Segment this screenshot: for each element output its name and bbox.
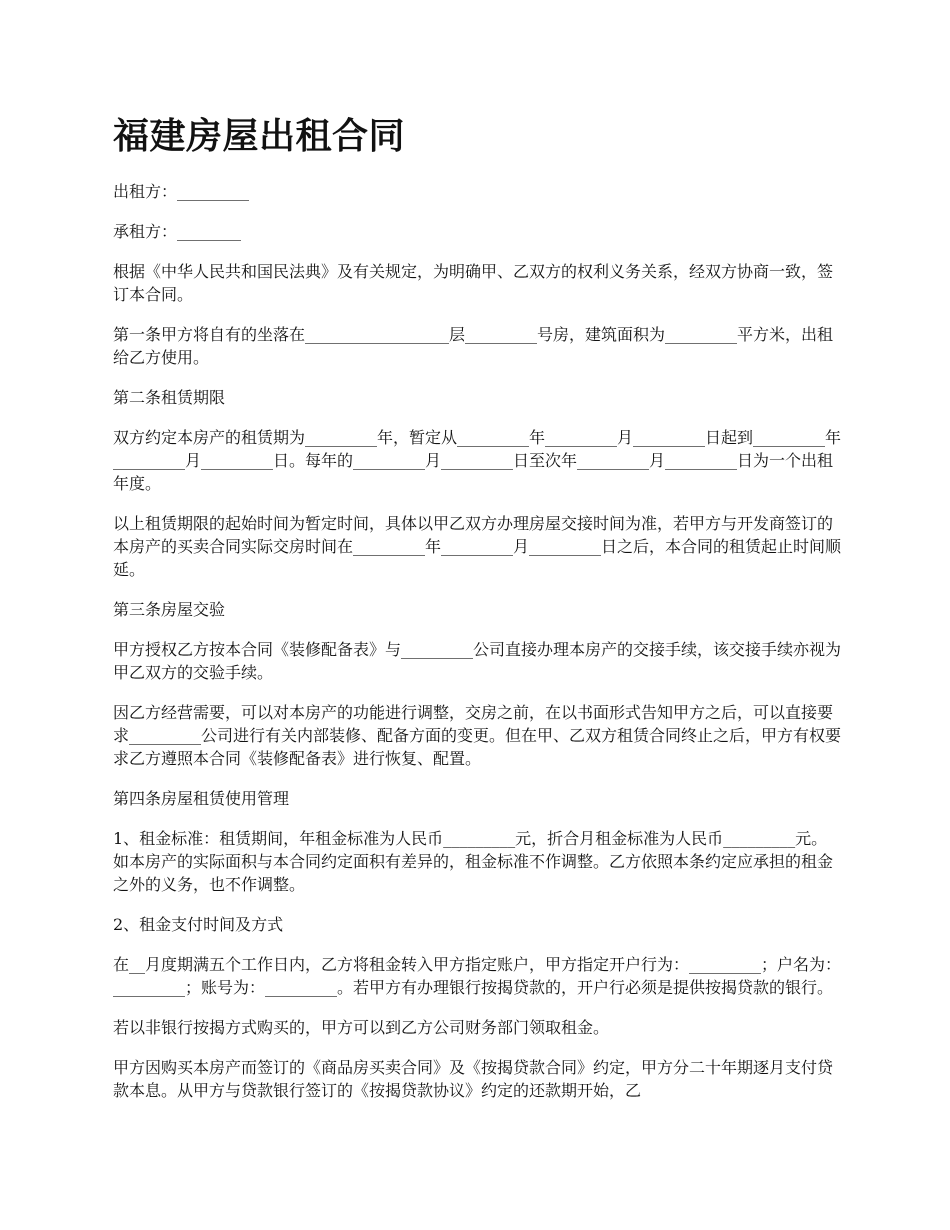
document-page bbox=[113, 112, 843, 1119]
preamble-paragraph: 根据《中华人民共和国民法典》及有关规定，为明确甲、乙双方的权利义务关系，经双方协商一致，签订本合同。 bbox=[113, 262, 834, 304]
lessee-line: 承租方：________ bbox=[113, 222, 242, 241]
lease-term-paragraph: 双方约定本房产的租赁期为_________年，暂定从_________年_________月_________日起到_________年_________月_________日。每年的_________月_________日至次年_________月_________日为一个出租年度。 bbox=[113, 428, 842, 493]
rent-payment-heading: 2、租金支付时间及方式 bbox=[113, 915, 284, 934]
article-1-paragraph: 第一条甲方将自有的坐落在__________________层_________号房，建筑面积为_________平方米，出租给乙方使用。 bbox=[113, 325, 834, 367]
mortgage-paragraph: 甲方因购买本房产而签订的《商品房买卖合同》及《按揭贷款合同》约定，甲方分二十年期逐月支付贷款本息。从甲方与贷款银行签订的《按揭贷款协议》约定的还款期开始，乙 bbox=[113, 1058, 834, 1100]
article-3-heading: 第三条房屋交验 bbox=[113, 600, 226, 619]
document-title: 福建房屋出租合同 bbox=[113, 115, 406, 157]
renovation-paragraph: 因乙方经营需要，可以对本房产的功能进行调整，交房之前，在以书面形式告知甲方之后，可以直接要求_________公司进行有关内部装修、配备方面的变更。但在甲、乙双方租赁合同终止之后，甲方有权要求乙方遵照本合同《装修配备表》进行恢复、配置。 bbox=[113, 703, 842, 768]
article-2-heading: 第二条租赁期限 bbox=[113, 388, 226, 407]
rent-payment-paragraph: 在__月度期满五个工作日内，乙方将租金转入甲方指定账户，甲方指定开户行为：_________；户名为：_________；账号为：_________。若甲方有办理银行按揭贷款的，开户行必须是提供按揭贷款的银行。 bbox=[113, 955, 842, 997]
rent-standard-paragraph: 1、租金标准：租赁期间，年租金标准为人民币_________元，折合月租金标准为人民币_________元。如本房产的实际面积与本合同约定面积有差异的，租金标准不作调整。乙方依照本条约定应承担的租金之外的义务，也不作调整。 bbox=[113, 829, 834, 894]
article-4-heading: 第四条房屋租赁使用管理 bbox=[113, 789, 290, 808]
non-mortgage-paragraph: 若以非银行按揭方式购买的，甲方可以到乙方公司财务部门领取租金。 bbox=[113, 1018, 610, 1037]
handover-paragraph: 甲方授权乙方按本合同《装修配备表》与_________公司直接办理本房产的交接手续，该交接手续亦视为甲乙双方的交验手续。 bbox=[113, 640, 842, 682]
lessor-line: 出租方：_________ bbox=[113, 182, 250, 201]
lease-term-note-paragraph: 以上租赁期限的起始时间为暂定时间，具体以甲乙双方办理房屋交接时间为准，若甲方与开发商签订的本房产的买卖合同实际交房时间在_________年_________月_________日之后，本合同的租赁起止时间顺延。 bbox=[113, 514, 842, 579]
